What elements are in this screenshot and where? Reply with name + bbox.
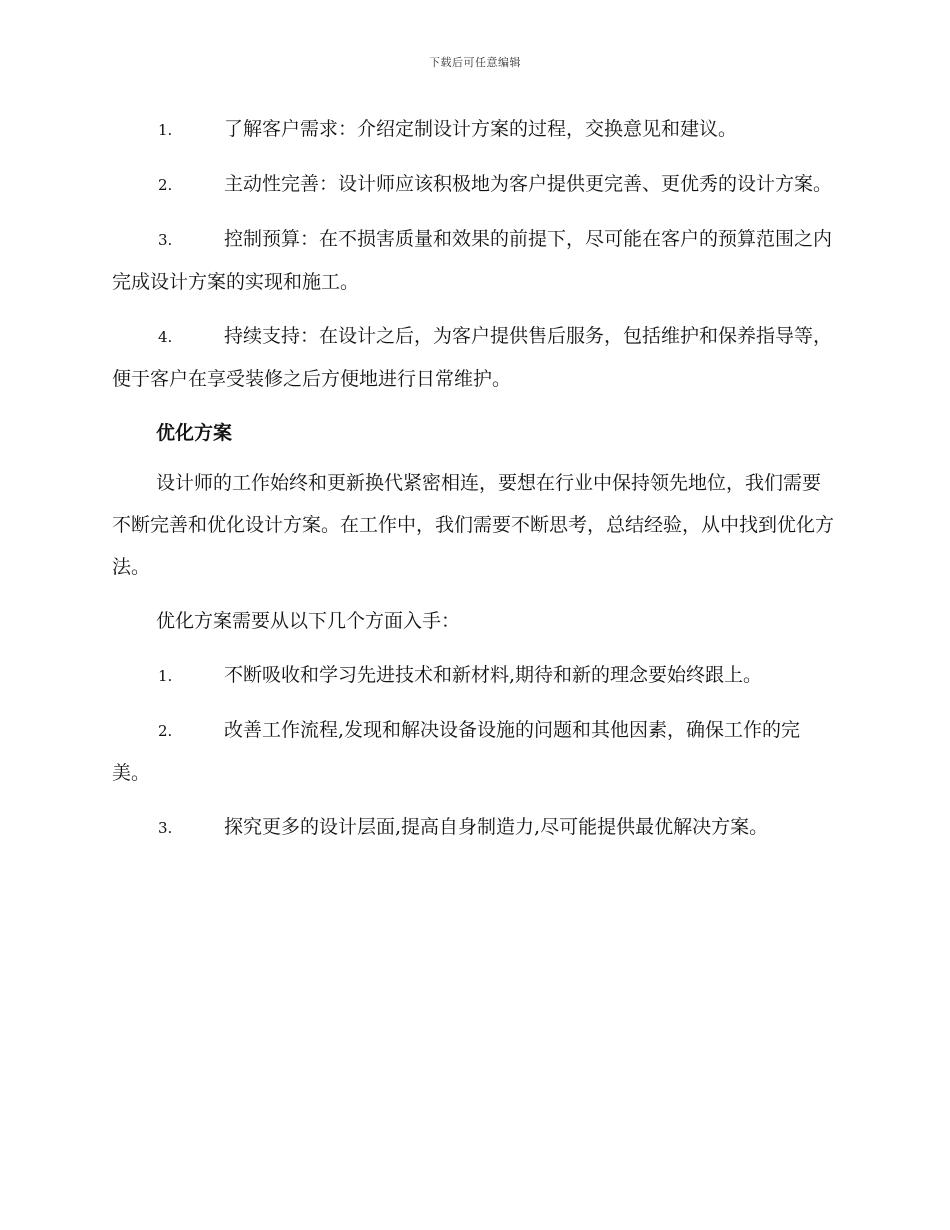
list-number: 2.: [158, 722, 173, 740]
body-paragraph: 设计师的工作始终和更新换代紧密相连，要想在行业中保持领先地位，我们需要不断完善和优化设计方案。在工作中，我们需要不断思考，总结经验，从中找到优化方法。: [112, 472, 835, 578]
page-header: 下载后可任意编辑: [429, 56, 521, 69]
list-item: [112, 709, 838, 794]
list-number: 1.: [158, 667, 173, 685]
list-item: [112, 218, 838, 303]
list-item: [112, 108, 838, 151]
list-item: [112, 163, 838, 206]
list-text: 控制预算：在不损害质量和效果的前提下，尽可能在客户的预算范围之内完成设计方案的实现和施工。: [112, 228, 833, 293]
list-number: 3.: [158, 231, 173, 249]
list-text: 主动性完善：设计师应该积极地为客户提供更完善、更优秀的设计方案。: [224, 173, 833, 195]
list-item: [112, 315, 838, 400]
list-text: 持续支持：在设计之后，为客户提供售后服务，包括维护和保养指导等，便于客户在享受装修之后方便地进行日常维护。: [112, 325, 833, 390]
list-number: 1.: [158, 121, 173, 139]
list-item: [112, 654, 838, 697]
list-number: 3.: [158, 819, 173, 837]
document-body: [112, 108, 838, 861]
list-item: [112, 806, 838, 849]
list-text: 不断吸收和学习先进技术和新材料,期待和新的理念要始终跟上。: [224, 664, 763, 686]
section-heading: 优化方案: [156, 422, 233, 444]
list-number: 4.: [158, 328, 173, 346]
list-text: 改善工作流程,发现和解决设备设施的问题和其他因素，确保工作的完美。: [112, 719, 801, 784]
body-paragraph: 优化方案需要从以下几个方面入手：: [156, 610, 461, 632]
list-text: 了解客户需求：介绍定制设计方案的过程，交换意见和建议。: [224, 118, 738, 140]
list-text: 探究更多的设计层面,提高自身制造力,尽可能提供最优解决方案。: [224, 816, 769, 838]
list-number: 2.: [158, 176, 173, 194]
